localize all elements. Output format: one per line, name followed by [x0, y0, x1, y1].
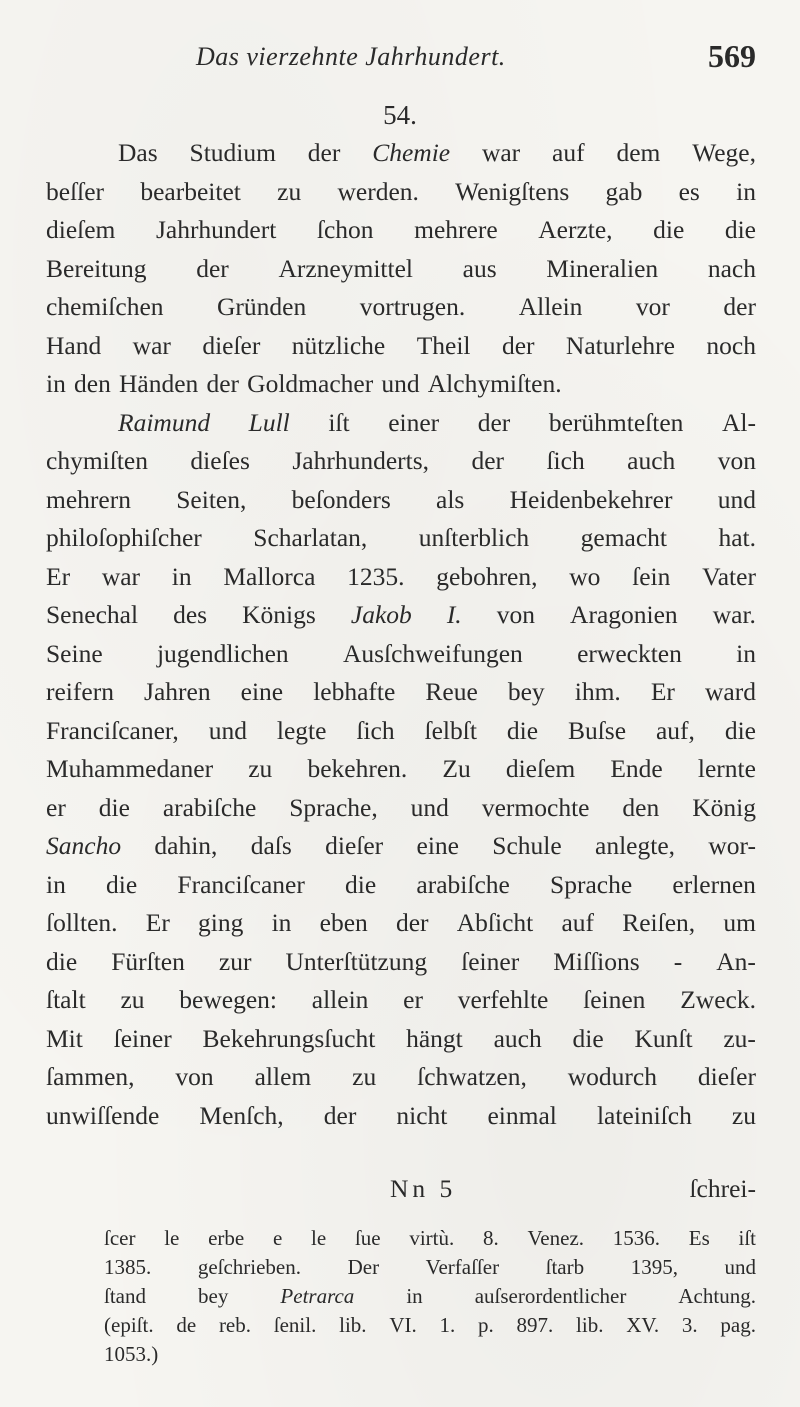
footnote-line [104, 1311, 756, 1340]
body-text-word: Arzneymittel [278, 253, 413, 283]
body-text-word: bey [507, 677, 545, 706]
footnote-word: Es [688, 1226, 710, 1250]
body-text-word: und [208, 715, 247, 745]
body-text-word: ſeinen [583, 985, 646, 1014]
body-text-line [46, 712, 756, 751]
body-text-line [46, 943, 756, 982]
footnote-word: in [406, 1284, 423, 1308]
body-text-word: allein [311, 985, 369, 1014]
body-text-word: I. [446, 600, 462, 629]
footnote-word: 1053.) [104, 1342, 159, 1366]
body-text-word: Muhammedaner [46, 754, 214, 783]
body-text-word: Bereitung [46, 253, 147, 283]
body-text-word: Franciſcaner, [46, 715, 179, 745]
body-text-word: hat. [718, 523, 756, 552]
body-text-word: ging [198, 908, 244, 937]
body-text-word: Menſch, [199, 1100, 284, 1130]
body-text-word: Schule [492, 831, 562, 860]
body-text-word: unſterblich [418, 523, 530, 552]
body-text-word: Sancho [46, 831, 122, 860]
body-text-word: der [323, 1100, 357, 1130]
footnote-word: Achtung. [678, 1284, 756, 1308]
body-text-word: von [496, 600, 535, 629]
footnote-word: Der [347, 1255, 380, 1279]
running-title: Das vierzehnte Jahrhundert. [196, 42, 506, 71]
body-text-word: hängt [406, 1023, 463, 1053]
footnote-word: pag. [720, 1313, 756, 1337]
body-text-line [46, 750, 756, 789]
body-text-word: er [403, 985, 423, 1014]
footnote-word: XV. [626, 1313, 660, 1337]
body-text-line [46, 211, 756, 250]
body-text-word: auf, [655, 715, 695, 745]
body-text-word: Händen [118, 369, 199, 398]
body-text-word: vor [635, 292, 670, 321]
body-text-word: verfehlte [457, 985, 549, 1014]
body-text-word: in [46, 369, 66, 398]
footnote [104, 1224, 756, 1369]
footnote-word: auſserordentlicher [474, 1284, 627, 1308]
body-text [46, 134, 756, 1135]
body-text-word: zu [248, 754, 273, 783]
body-text-word: die [724, 215, 756, 244]
body-text-word: dahin, [154, 831, 218, 860]
body-text-word: wo [569, 561, 601, 591]
footnote-word: ſue [354, 1226, 381, 1250]
body-text-word: Jahren [144, 677, 211, 706]
body-text-word: Aerzte, [538, 215, 613, 244]
body-text-word: dieſer [697, 1062, 756, 1091]
body-text-word: Abſicht [456, 908, 534, 937]
body-text-word: in [736, 638, 756, 668]
footnote-word: le [164, 1226, 180, 1250]
body-text-word: die [106, 869, 138, 899]
body-text-line [46, 250, 756, 289]
body-text-word: - [673, 946, 683, 976]
body-text-word: Unterſtützung [285, 946, 428, 976]
footnote-word: lib. [339, 1313, 367, 1337]
body-text-word: ward [704, 677, 756, 706]
footnote-word: 1536. [612, 1226, 661, 1250]
body-text-word: Scharlatan, [253, 523, 368, 552]
body-text-word: es [678, 176, 700, 206]
body-text-word: Mineralien [546, 253, 659, 283]
footnote-line [104, 1282, 756, 1311]
body-text-word: Mallorca [223, 561, 316, 591]
body-text-word: gab [605, 176, 643, 206]
body-text-word: Vater [702, 561, 756, 591]
body-text-line [46, 981, 756, 1020]
body-text-word: lateiniſch [596, 1100, 692, 1130]
body-text-word: die [98, 792, 130, 822]
footnote-word: de [176, 1313, 197, 1337]
body-text-word: Das [118, 138, 158, 167]
footnote-word: VI. [389, 1313, 417, 1337]
body-text-line [46, 904, 756, 943]
body-text-word: eine [240, 677, 284, 706]
body-text-word: Er [46, 561, 71, 591]
footnote-word: erbe [208, 1226, 245, 1250]
body-text-word: dieſem [46, 215, 116, 244]
body-text-line [46, 1020, 756, 1059]
body-text-word: Mit [46, 1023, 83, 1053]
body-text-word: in [736, 176, 756, 206]
body-text-word: arabiſche [162, 792, 257, 822]
body-text-word: gebohren, [436, 561, 538, 591]
section-number: 54. [383, 100, 417, 130]
body-text-word: der [196, 253, 229, 283]
body-text-word: An- [716, 946, 756, 976]
body-text-word: Ende [610, 754, 663, 783]
body-text-word: Ausſchweifungen [342, 638, 523, 668]
body-text-word: und [717, 484, 756, 514]
body-text-line [46, 327, 756, 366]
body-text-word: Jahrhundert [155, 215, 277, 244]
body-text-word: eben [319, 908, 368, 937]
body-text-word: wor- [708, 831, 756, 860]
body-text-word: den [622, 792, 660, 822]
body-text-word: daſs [250, 831, 292, 860]
body-text-word: Aragonien [570, 600, 678, 629]
body-text-line [46, 673, 756, 712]
footnote-word: virtù. [409, 1226, 455, 1250]
footnote-word: p. [478, 1313, 494, 1337]
footnote-word: 3. [681, 1313, 698, 1337]
body-text-word: zu [352, 1062, 377, 1091]
body-text-word: Seine [46, 638, 103, 668]
body-text-line [46, 866, 756, 905]
body-text-word: Franciſcaner [177, 869, 305, 899]
body-text-word: die [345, 869, 377, 899]
body-text-word: Goldmacher [247, 369, 374, 398]
body-text-word: lebhafte [313, 677, 396, 706]
footnote-word: Petrarca [280, 1284, 355, 1308]
body-text-word: auch [627, 446, 676, 475]
body-text-word: mehrern [46, 484, 131, 514]
footnote-word: bey [198, 1284, 229, 1308]
body-text-word: der [206, 369, 240, 398]
body-text-word: Seiten, [176, 484, 247, 514]
footnote-word: ſenil. [273, 1313, 317, 1337]
footnote-word: 8. [482, 1226, 499, 1250]
body-text-word: Jahrhunderts, [292, 446, 430, 475]
body-text-word: in [171, 561, 192, 591]
signature-row [46, 1174, 756, 1214]
body-text-line [46, 519, 756, 558]
body-text-word: Senechal [46, 600, 139, 629]
body-text-word: auf [561, 908, 594, 937]
body-text-word: Gründen [217, 292, 307, 321]
body-text-word: Fürſten [111, 946, 185, 976]
footnote-word: iſt [738, 1226, 756, 1250]
body-text-word: in [271, 908, 292, 937]
body-text-word: ſollten. [46, 908, 118, 937]
body-text-word: gemacht [580, 523, 668, 552]
body-text-word: die [653, 215, 685, 244]
body-text-line [46, 288, 756, 327]
body-text-word: Reiſen, [622, 908, 696, 937]
body-text-word: des [173, 600, 208, 629]
body-text-word: lernte [697, 754, 756, 783]
footnote-word: ſcer [104, 1226, 136, 1250]
body-text-word: Theil [416, 330, 471, 360]
footnote-word: geſchrieben. [197, 1255, 302, 1279]
body-text-word: wodurch [567, 1062, 657, 1091]
body-text-word: aus [462, 253, 497, 283]
footnote-line [104, 1253, 756, 1282]
body-text-word: dem [616, 138, 661, 167]
body-text-word: jugendlichen [156, 638, 289, 668]
body-text-word: vermochte [481, 792, 590, 822]
body-text-line [46, 442, 756, 481]
body-text-word: einmal [487, 1100, 557, 1130]
body-text-word: zu [277, 176, 302, 206]
footnote-word: ſtand [104, 1284, 146, 1308]
body-text-word: den [74, 369, 111, 398]
body-text-word: der [477, 407, 511, 437]
body-text-word: 1235. [347, 561, 405, 591]
body-text-word: Zu [442, 754, 471, 783]
body-text-word: bearbeitet [140, 176, 241, 206]
body-text-word: beſonders [291, 484, 391, 514]
body-text-word: Alchymiſten. [427, 369, 562, 398]
body-text-word: erlernen [672, 869, 756, 899]
body-text-word: die [572, 1023, 604, 1053]
body-text-word: dieſer [325, 831, 384, 860]
footnote-word: Verfaſſer [425, 1255, 500, 1279]
body-text-word: nach [707, 253, 756, 283]
body-text-word: Lull [248, 407, 290, 437]
body-text-word: Wege, [692, 138, 756, 167]
body-text-word: der [307, 138, 341, 167]
body-text-word: nicht [396, 1100, 448, 1130]
body-text-word: ſich [546, 446, 585, 475]
body-text-word: werden. [337, 176, 419, 206]
body-text-word: beſſer [46, 176, 105, 206]
body-text-word: war. [712, 600, 756, 629]
body-text-word: ſich [356, 715, 395, 745]
body-text-word: die [506, 715, 539, 745]
body-text-word: Er [650, 677, 675, 706]
body-text-word: Jakob [350, 600, 412, 629]
body-text-line [46, 635, 756, 674]
body-text-word: mehrere [414, 215, 498, 244]
body-text-word: Miſſions [553, 946, 640, 976]
body-text-word: Reue [425, 677, 478, 706]
body-text-word: auch [493, 1023, 542, 1053]
body-text-line [46, 173, 756, 212]
body-text-word: ſchwatzen, [417, 1062, 527, 1091]
body-text-word: einer [388, 407, 440, 437]
body-text-line [46, 404, 756, 443]
body-text-word: ihm. [574, 677, 621, 706]
body-text-word: der [395, 908, 429, 937]
footnote-line [104, 1224, 756, 1253]
body-text-word: Raimund [118, 407, 211, 437]
signature-mark: Nn 5 [390, 1174, 457, 1203]
footnote-word: reb. [218, 1313, 252, 1337]
footnote-word: und [724, 1255, 756, 1279]
body-text-word: Hand [46, 330, 102, 360]
body-text-word: auf [552, 138, 585, 167]
footnote-word: Venez. [527, 1226, 585, 1250]
footnote-word: 1385. [104, 1255, 152, 1279]
body-text-word: Zweck. [680, 985, 756, 1014]
body-text-word: anlegte, [595, 831, 676, 860]
body-text-word: ſchon [316, 215, 374, 244]
body-text-word: Sprache [550, 869, 633, 899]
body-text-word: vortrugen. [359, 292, 466, 321]
body-text-word: als [436, 484, 465, 514]
body-text-word: Wenigſtens [455, 176, 570, 206]
footnote-word: 1. [439, 1313, 456, 1337]
body-text-word: war [101, 561, 141, 591]
body-text-word: Bekehrungsſucht [202, 1023, 376, 1053]
body-text-line [46, 789, 756, 828]
body-text-word: zu [120, 985, 145, 1014]
running-head [46, 38, 756, 78]
body-text-word: berühmteſten [548, 407, 684, 437]
footnote-line [104, 1340, 756, 1369]
body-text-line [46, 596, 756, 635]
body-text-word: Königs [242, 600, 316, 629]
body-text-line [46, 1097, 756, 1136]
body-text-word: nützliche [291, 330, 386, 360]
body-text-word: Buſse [567, 715, 627, 745]
body-text-word: chymiſten [46, 446, 148, 475]
body-text-word: eine [416, 831, 459, 860]
footnote-word: lib. [576, 1313, 604, 1337]
footnote-word: 897. [516, 1313, 554, 1337]
body-text-word: erweckten [577, 638, 682, 668]
body-text-word: ſeiner [461, 946, 520, 976]
body-text-word: in [46, 869, 66, 899]
body-text-word: reifern [46, 677, 114, 706]
body-text-word: Er [145, 908, 170, 937]
body-text-word: ſtalt [46, 985, 86, 1014]
body-text-word: die [724, 715, 756, 745]
body-text-word: legte [276, 715, 327, 745]
body-text-word: Sprache, [289, 792, 378, 822]
catchword: ſchrei- [689, 1174, 756, 1203]
body-text-line [46, 481, 756, 520]
body-text-word: war [132, 330, 171, 360]
body-text-word: zu [731, 1100, 756, 1130]
body-text-word: ſein [632, 561, 671, 591]
body-text-word: philoſophiſcher [46, 523, 202, 552]
body-text-word: Studium [189, 138, 276, 167]
body-text-word: ſammen, [46, 1062, 135, 1091]
body-text-word: die [46, 946, 78, 976]
body-text-word: von [175, 1062, 214, 1091]
body-text-word: arabiſche [416, 869, 510, 899]
body-text-word: und [381, 369, 420, 398]
body-text-word: zur [218, 946, 252, 976]
footnote-word: (epiſt. [104, 1313, 154, 1337]
body-text-word: bewegen: [179, 985, 277, 1014]
body-text-word: unwiſſende [46, 1100, 160, 1130]
footnote-word: e [272, 1226, 283, 1250]
body-text-line [46, 1058, 756, 1097]
footnote-word: le [311, 1226, 327, 1250]
body-text-word: Chemie [372, 138, 451, 167]
body-text-word: war [481, 138, 521, 167]
body-text-word: dieſes [190, 446, 250, 475]
body-text-word: König [692, 792, 756, 822]
body-text-word: Naturlehre [565, 330, 675, 360]
footnote-word: 1395, [630, 1255, 678, 1279]
body-text-word: noch [706, 330, 756, 360]
body-text-word: allem [254, 1062, 312, 1091]
body-text-line [46, 134, 756, 173]
body-text-word: der [471, 446, 505, 475]
body-text-word: und [410, 792, 449, 822]
body-text-word: zu- [723, 1023, 756, 1053]
page-number: 569 [708, 38, 756, 74]
body-text-word: ſelbſt [424, 715, 477, 745]
body-text-word: von [717, 446, 756, 475]
body-text-word: iſt [328, 407, 350, 437]
body-text-word: er [46, 792, 66, 822]
body-text-word: um [723, 908, 756, 937]
body-text-word: Heidenbekehrer [509, 484, 673, 514]
body-text-word: Allein [518, 292, 583, 321]
body-text-line [46, 558, 756, 597]
body-text-word: ſeiner [113, 1023, 172, 1053]
body-text-word: Kunſt [634, 1023, 693, 1053]
body-text-word: dieſer [202, 330, 261, 360]
body-text-word: dieſem [505, 754, 576, 783]
body-text-word: der [501, 330, 535, 360]
body-text-word: chemiſchen [46, 292, 164, 321]
body-text-word: der [723, 292, 756, 321]
body-text-word: bekehren. [307, 754, 408, 783]
body-text-line [46, 827, 756, 866]
footnote-word: ſtarb [545, 1255, 585, 1279]
body-text-line [46, 365, 756, 404]
body-text-word: Al- [722, 407, 756, 437]
